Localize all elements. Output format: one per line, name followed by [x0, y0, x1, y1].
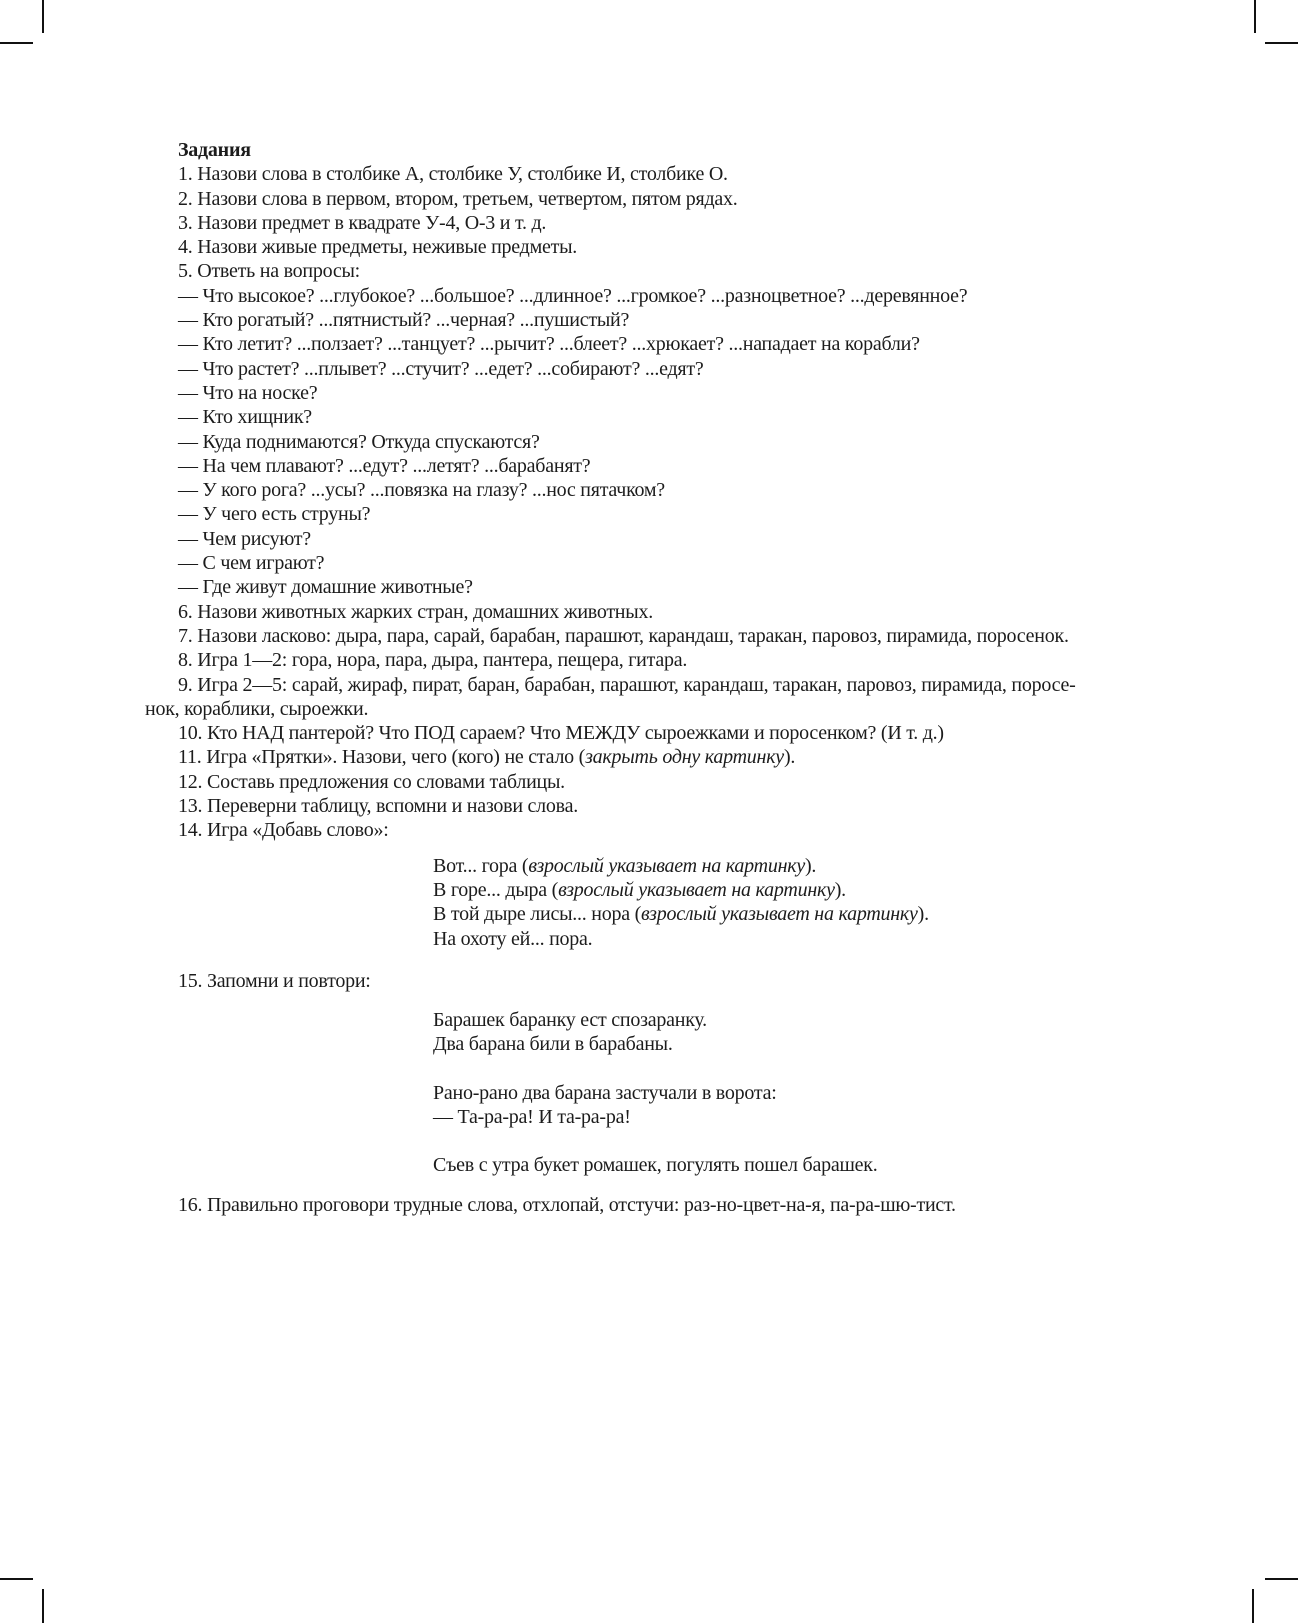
text-segment: ). [917, 903, 929, 926]
text-segment: 3. Назови предмет в квадрате У-4, О-3 и т. д. [178, 211, 547, 234]
text-segment: 14. Игра «Добавь слово»: [178, 819, 389, 842]
text-segment: — Где живут домашние животные? [178, 576, 473, 599]
task-line [145, 284, 1145, 308]
text-segment: 15. Запомни и повтори: [178, 969, 371, 992]
task-line [145, 259, 1145, 283]
text-segment: 10. Кто НАД пантерой? Что ПОД сараем? Что МЕЖДУ сыроежками и поросенком? (И т. д.) [178, 722, 944, 745]
task-line [145, 405, 1145, 429]
text-segment: 16. Правильно проговори трудные слова, отхлопай, отстучи: раз-но-цвет-на-я, па-ра-шю-тист. [178, 1193, 956, 1216]
text-segment: 5. Ответь на вопросы: [178, 260, 360, 283]
task-line [145, 745, 1145, 769]
text-segment: — На чем плавают? ...едут? ...летят? ...барабанят? [178, 454, 591, 477]
text-group-0 [145, 138, 1145, 843]
text-segment: — У чего есть струны? [178, 503, 371, 526]
text-segment: — Что растет? ...плывет? ...стучит? ...едет? ...собирают? ...едят? [178, 357, 704, 380]
verse-line [433, 1008, 1145, 1032]
task-line [145, 381, 1145, 405]
task-line [145, 235, 1145, 259]
tasks-text-column [145, 138, 1145, 1217]
text-segment: 4. Назови живые предметы, неживые предметы. [178, 236, 578, 259]
text-segment: взрослый указывает на картинку [528, 854, 805, 877]
text-segment: Вот... гора ( [433, 854, 529, 877]
text-segment: — Та-ра-ра! И та-ра-ра! [433, 1105, 631, 1128]
crop-mark-top-right-horizontal [1265, 42, 1298, 44]
text-segment: 12. Составь предложения со словами таблицы. [178, 770, 565, 793]
task-line [145, 211, 1145, 235]
text-segment: 11. Игра «Прятки». Назови, чего (кого) не стало ( [178, 746, 586, 769]
task-line [145, 1193, 1145, 1217]
text-segment: ). [783, 746, 796, 769]
text-segment: 2. Назови слова в первом, втором, третьем, четвертом, пятом рядах. [178, 187, 738, 210]
task-line [145, 969, 1145, 993]
task-line [145, 502, 1145, 526]
text-group-6 [145, 1193, 1145, 1217]
text-segment: 1. Назови слова в столбике А, столбике У, столбике И, столбике О. [178, 163, 728, 186]
continuation-line [145, 697, 1145, 721]
task-line [145, 648, 1145, 672]
text-segment: 13. Переверни таблицу, вспомни и назови слова. [178, 795, 578, 818]
text-segment: Рано-рано два барана застучали в ворота: [433, 1081, 777, 1104]
task-line [145, 770, 1145, 794]
verse-line [433, 1105, 1145, 1129]
text-segment: — Что высокое? ...глубокое? ...большое? ...длинное? ...громкое? ...разноцветное? ...деревянное? [178, 284, 968, 307]
text-segment: ). [804, 854, 817, 877]
task-line [145, 162, 1145, 186]
text-segment: взрослый указывает на картинку [641, 903, 918, 926]
text-group-1 [145, 854, 1145, 951]
text-segment: — Чем рисуют? [178, 527, 311, 550]
text-segment: В горе... дыра ( [433, 878, 559, 901]
task-line [145, 673, 1145, 697]
section-heading [145, 138, 1145, 162]
verse-line [433, 1153, 1145, 1177]
task-line [145, 721, 1145, 745]
text-segment: ). [834, 878, 846, 901]
text-segment: — Кто рогатый? ...пятнистый? ...черная? ...пушистый? [178, 309, 630, 332]
crop-mark-top-left-vertical [42, 0, 44, 33]
text-segment: На охоту ей... пора. [433, 927, 593, 950]
verse-line [433, 927, 1145, 951]
task-line [145, 357, 1145, 381]
task-line [145, 624, 1145, 648]
text-segment: — У кого рога? ...усы? ...повязка на глазу? ...нос пятачком? [178, 479, 665, 502]
task-line [145, 430, 1145, 454]
crop-mark-bottom-right-horizontal [1265, 1578, 1298, 1580]
text-segment: — Кто летит? ...ползает? ...танцует? ...рычит? ...блеет? ...хрюкает? ...нападает на корабли? [178, 333, 920, 356]
text-segment: — Кто хищник? [178, 406, 312, 429]
task-line [145, 527, 1145, 551]
crop-mark-top-left-horizontal [0, 42, 33, 44]
task-line [145, 454, 1145, 478]
task-line [145, 575, 1145, 599]
text-group-3 [145, 1008, 1145, 1057]
text-segment: Барашек баранку ест спозаранку. [433, 1009, 707, 1032]
crop-mark-bottom-left-vertical [42, 1589, 44, 1623]
text-segment: 7. Назови ласково: дыра, пара, сарай, барабан, парашют, карандаш, таракан, паровоз, пирамида, поросенок. [178, 624, 1069, 647]
text-segment: 8. Игра 1—2: гора, нора, пара, дыра, пантера, пещера, гитара. [178, 649, 688, 672]
text-group-5 [145, 1153, 1145, 1177]
text-segment: 6. Назови животных жарких стран, домашних животных. [178, 600, 653, 623]
task-line [145, 187, 1145, 211]
task-line [145, 600, 1145, 624]
text-segment: Два барана били в барабаны. [433, 1033, 673, 1056]
task-line [145, 551, 1145, 575]
verse-line [433, 902, 1145, 926]
text-segment: Задания [178, 139, 251, 161]
verse-line [433, 1032, 1145, 1056]
text-group-4 [145, 1081, 1145, 1130]
text-segment: — Куда поднимаются? Откуда спускаются? [178, 430, 540, 453]
task-line [145, 308, 1145, 332]
verse-line [433, 878, 1145, 902]
text-segment: нок, кораблики, сыроежки. [145, 697, 369, 720]
text-segment: — Что на носке? [178, 381, 318, 404]
task-line [145, 332, 1145, 356]
crop-mark-bottom-left-horizontal [0, 1578, 33, 1580]
text-segment: закрыть одну картинку [585, 746, 784, 769]
task-line [145, 794, 1145, 818]
verse-line [433, 854, 1145, 878]
text-segment: Съев с утра букет ромашек, погулять пошел барашек. [433, 1154, 878, 1177]
text-segment: 9. Игра 2—5: сарай, жираф, пират, баран, барабан, парашют, карандаш, таракан, паровоз, пирамида, поросе- [178, 673, 1076, 696]
text-segment: В той дыре лисы... нора ( [433, 903, 641, 926]
text-segment: — С чем играют? [178, 552, 325, 575]
crop-mark-top-right-vertical [1254, 0, 1256, 33]
task-line [145, 478, 1145, 502]
text-group-2 [145, 969, 1145, 993]
text-segment: взрослый указывает на картинку [558, 878, 835, 901]
crop-mark-bottom-right-vertical [1252, 1589, 1254, 1623]
task-line [145, 818, 1145, 842]
verse-line [433, 1081, 1145, 1105]
